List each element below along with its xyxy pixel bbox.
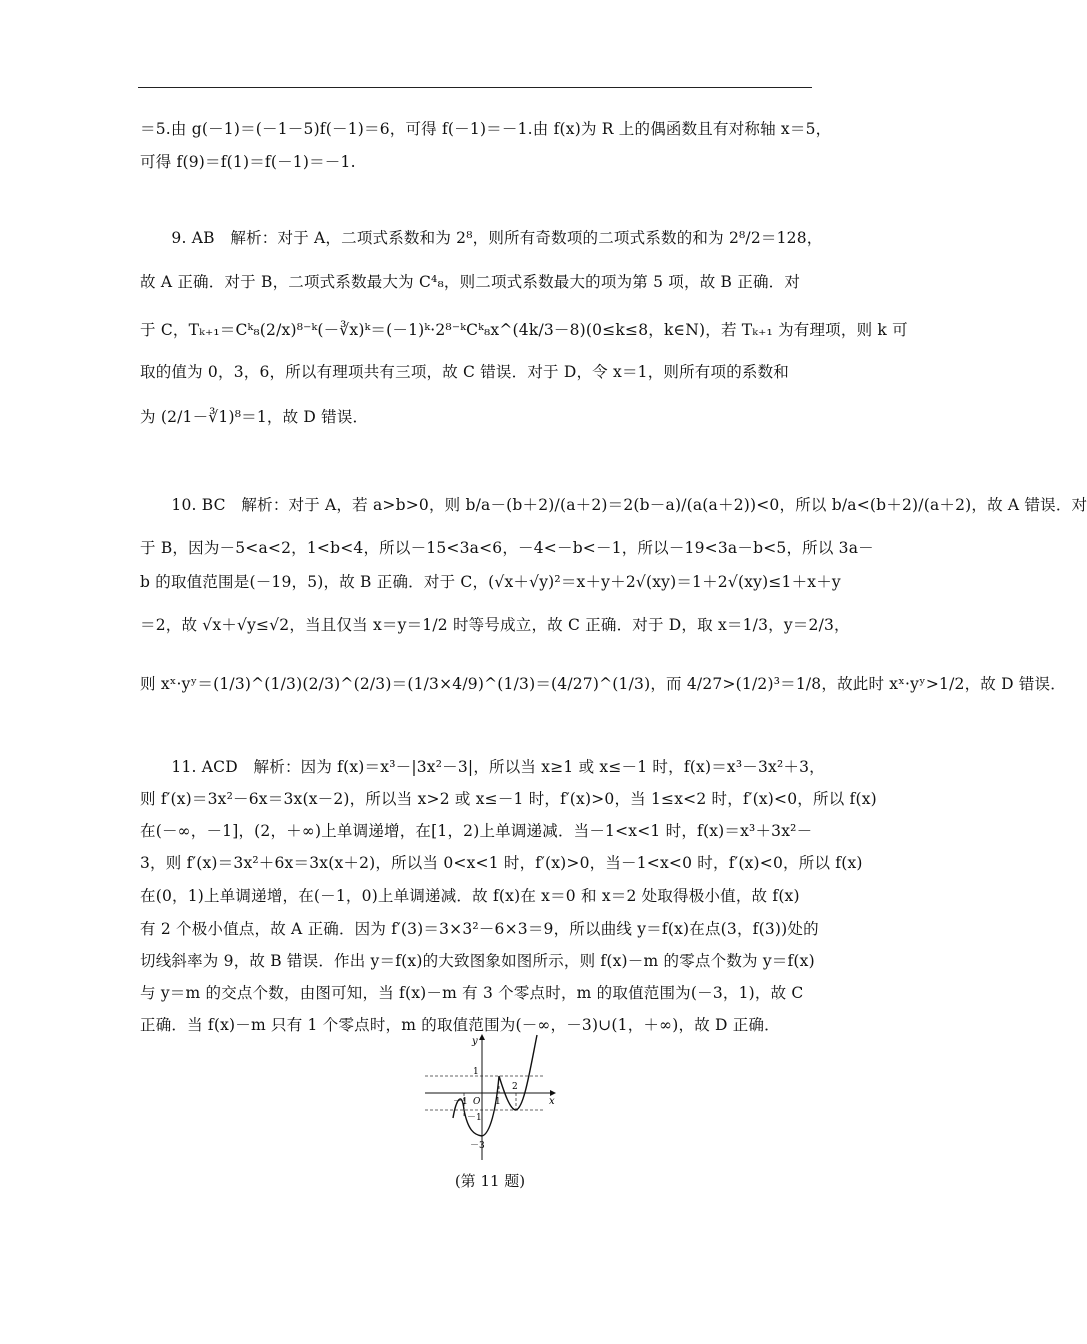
text-line: 在(－∞，－1]，(2，＋∞)上单调递增，在[1，2)上单调递减．当－1<x<1 时，f(x)＝x³＋3x²－ [140, 822, 813, 840]
text-line: 在(0，1)上单调递增，在(－1，0)上单调递减．故 f(x)在 x＝0 和 x＝2 处取得极小值，故 f(x) [140, 887, 800, 905]
text-line: b 的取值范围是(－19，5)，故 B 正确．对于 C，(√x＋√y)²＝x＋y＋2√(xy)＝1＋2√(xy)≤1＋x＋y [140, 573, 841, 591]
text-line: 于 C，Tₖ₊₁＝Cᵏ₈(2/x)⁸⁻ᵏ(－∛x)ᵏ＝(－1)ᵏ·2⁸⁻ᵏCᵏ₈x^(4k/3－8)(0≤k≤8，k∈N)，若 Tₖ₊₁ 为有理项，则 k 可 [140, 321, 908, 339]
text-line: ＝5.由 g(－1)＝(－1－5)f(－1)＝6，可得 f(－1)＝－1.由 f(x)为 R 上的偶函数且有对称轴 x＝5， [140, 120, 832, 138]
tick-label-neg1-x: －1 [453, 1097, 468, 1107]
text-line: 有 2 个极小值点，故 A 正确．因为 f′(3)＝3×3²－6×3＝9，所以曲线 y＝f(x)在点(3，f(3))处的 [140, 920, 819, 938]
text-line: 切线斜率为 9，故 B 错误．作出 y＝f(x)的大致图象如图所示，则 f(x)－m 的零点个数为 y＝f(x) [140, 952, 815, 970]
function-graph [420, 1030, 560, 1165]
tick-label-neg3: －3 [470, 1141, 485, 1151]
text-line: 则 f′(x)＝3x²－6x＝3x(x－2)，所以当 x>2 或 x≤－1 时，f′(x)>0，当 1≤x<2 时，f′(x)<0，所以 f(x) [140, 790, 877, 808]
text-line: 11. ACD 解析：因为 f(x)＝x³－|3x²－3|，所以当 x≥1 或 x≤－1 时，f(x)＝x³－3x²＋3， [140, 758, 825, 776]
origin-label: O [473, 1097, 481, 1107]
text-line: 可得 f(9)＝f(1)＝f(－1)＝－1. [140, 153, 356, 171]
text-line: 与 y＝m 的交点个数，由图可知，当 f(x)－m 有 3 个零点时，m 的取值范围为(－3，1)，故 C [140, 984, 804, 1002]
text-line: 3，则 f′(x)＝3x²＋6x＝3x(x＋2)，所以当 0<x<1 时，f′(x)>0，当－1<x<0 时，f′(x)<0，所以 f(x) [140, 854, 863, 872]
text-line: 故 A 正确．对于 B，二项式系数最大为 C⁴₈，则二项式系数最大的项为第 5 项，故 B 正确．对 [140, 273, 801, 291]
tick-label-2: 2 [512, 1082, 518, 1092]
text-line: 于 B，因为－5<a<2，1<b<4，所以－15<3a<6，－4<－b<－1，所以－19<3a－b<5，所以 3a－ [140, 539, 874, 557]
function-curve [453, 1035, 537, 1136]
text-line: 10. BC 解析：对于 A，若 a>b>0，则 b/a－(b＋2)/(a＋2)＝2(b－a)/(a(a＋2))<0，所以 b/a<(b＋2)/(a＋2)，故 A 错误．对 [140, 496, 1087, 514]
text-line: 正确．当 f(x)－m 只有 1 个零点时，m 的取值范围为(－∞，－3)∪(1，＋∞)，故 D 正确． [140, 1016, 780, 1034]
header-rule [138, 87, 812, 88]
tick-label-1: 1 [473, 1067, 479, 1077]
text-line: 9. AB 解析：对于 A，二项式系数和为 2⁸，则所有奇数项的二项式系数的和为 2⁸/2＝128， [140, 229, 823, 247]
text-line: 则 xˣ·yʸ＝(1/3)^(1/3)(2/3)^(2/3)＝(1/3×4/9)^(1/3)＝(4/27)^(1/3)，而 4/27>(1/2)³＝1/8，故此时 xˣ·yʸ>1/2，故 D 错误． [140, 675, 1066, 693]
tick-label-1-x: 1 [495, 1097, 501, 1107]
y-axis-label: y [472, 1036, 478, 1047]
x-axis-label: x [549, 1096, 555, 1107]
figure-caption: (第 11 题) [454, 1172, 526, 1190]
text-line: 为 (2/1－∛1)⁸＝1，故 D 错误． [140, 408, 369, 426]
text-line: 取的值为 0，3，6，所以有理项共有三项，故 C 错误．对于 D，令 x＝1，则所有项的系数和 [140, 363, 790, 381]
tick-label-neg1-y: －1 [467, 1113, 482, 1123]
text-line: ＝2，故 √x＋√y≤√2，当且仅当 x＝y＝1/2 时等号成立，故 C 正确．对于 D，取 x＝1/3，y＝2/3， [140, 616, 850, 634]
